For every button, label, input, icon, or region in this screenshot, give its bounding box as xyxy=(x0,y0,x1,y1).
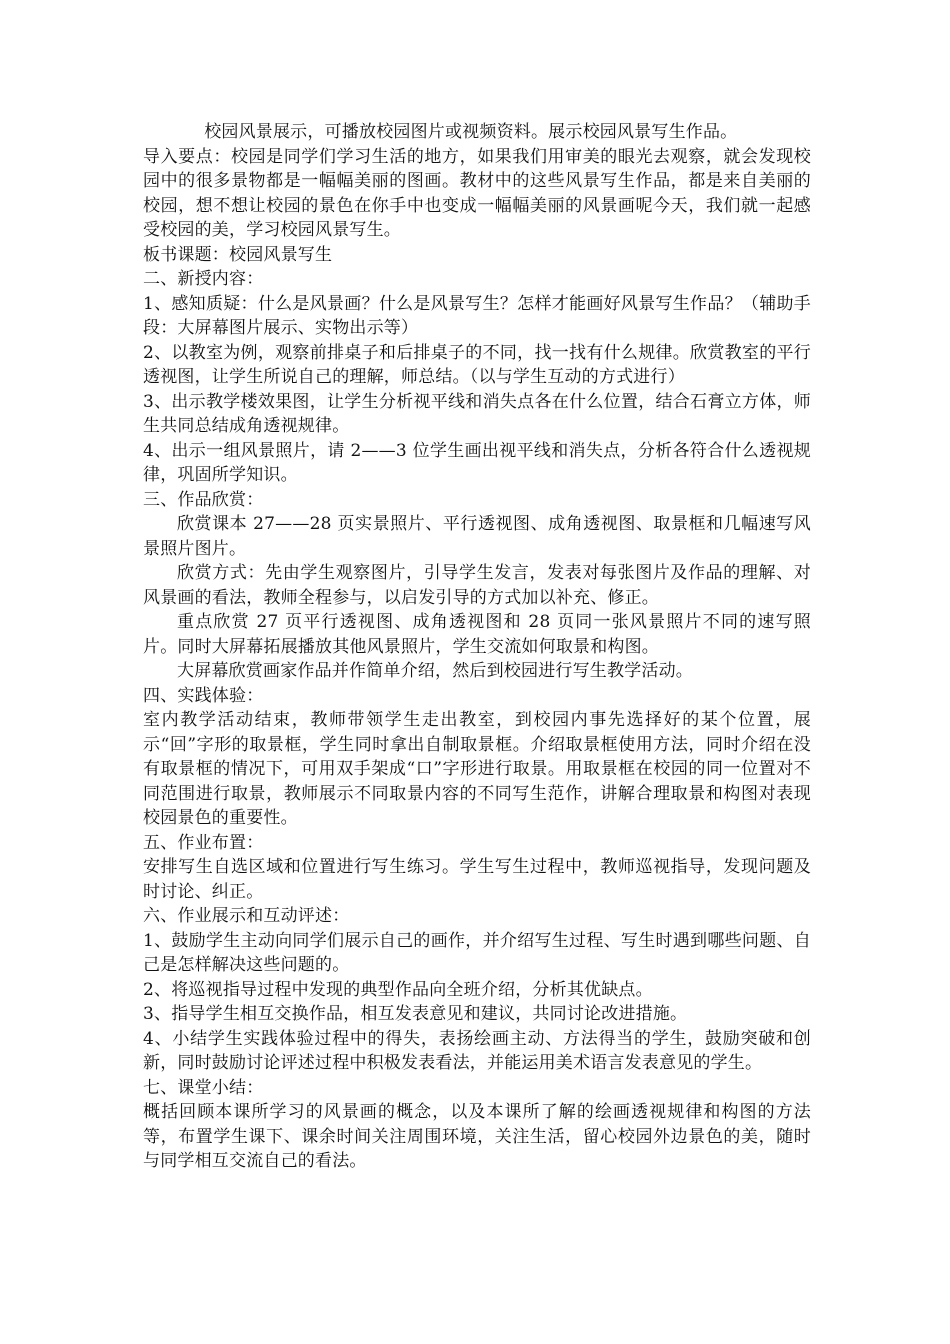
paragraph-practice: 室内教学活动结束，教师带领学生走出教室，到校园内事先选择好的某个位置，展示“回”字形的取景框，学生同时拿出自制取景框。介绍取景框使用方法，同时介绍在没有取景框的情况下，可用双手架成“口”字形进行取景。用取景框在校园的同一位置对不同范围进行取景，教师展示不同取景内容的不同写生范作，讲解合理取景和构图对表现校园景色的重要性。 xyxy=(143,710,811,828)
section-heading-summary: 七、课堂小结： xyxy=(143,1077,264,1098)
section-heading-new-content: 二、新授内容： xyxy=(143,269,264,289)
paragraph-board-title: 板书课题：校园风景写生 xyxy=(143,244,333,265)
paragraph-homework: 安排写生自选区域和位置进行写生练习。学生写生过程中，教师巡视指导，发现问题及时讨论、纠正。 xyxy=(143,857,811,902)
section-heading-showcase: 六、作业展示和互动评述： xyxy=(143,906,350,926)
paragraph-new-content-3: 3、出示教学楼效果图，让学生分析视平线和消失点各在什么位置，结合石膏立方体，师生共同总结成角透视规律。 xyxy=(143,391,811,436)
paragraph-intro-display: 校园风景展示，可播放校园图片或视频资料。展示校园风景写生作品。 xyxy=(204,122,738,142)
paragraph-new-content-2: 2、以教室为例，观察前排桌子和后排桌子的不同，找一找有什么规律。欣赏教室的平行透视图，让学生所说自己的理解，师总结。（以与学生互动的方式进行） xyxy=(143,342,811,387)
paragraph-appreciation-2: 欣赏方式：先由学生观察图片，引导学生发言，发表对每张图片及作品的理解、对风景画的看法，教师全程参与，以启发引导的方式加以补充、修正。 xyxy=(143,563,811,608)
paragraph-showcase-4: 4、小结学生实践体验过程中的得失，表扬绘画主动、方法得当的学生，鼓励突破和创新，同时鼓励讨论评述过程中积极发表看法，并能运用美术语言发表意见的学生。 xyxy=(143,1028,811,1073)
section-heading-appreciation: 三、作品欣赏： xyxy=(143,489,264,510)
paragraph-lead-in: 导入要点：校园是同学们学习生活的地方，如果我们用审美的眼光去观察，就会发现校园中的很多景物都是一幅幅美丽的图画。教材中的这些风景写生作品，都是来自美丽的校园，想不想让校园的景色在你手中也变成一幅幅美丽的风景画呢今天，我们就一起感受校园的美，学习校园风景写生。 xyxy=(143,146,811,240)
paragraph-showcase-2: 2、将巡视指导过程中发现的典型作品向全班介绍，分析其优缺点。 xyxy=(143,979,653,1000)
section-heading-homework: 五、作业布置： xyxy=(143,832,264,853)
paragraph-summary: 概括回顾本课所学习的风景画的概念，以及本课所了解的绘画透视规律和构图的方法等，布置学生课下、课余时间关注周围环境，关注生活，留心校园外边景色的美，随时与同学相互交流自己的看法。 xyxy=(143,1102,811,1171)
paragraph-new-content-1: 1、感知质疑：什么是风景画？什么是风景写生？怎样才能画好风景写生作品？（辅助手段：大屏幕图片展示、实物出示等） xyxy=(143,293,811,338)
paragraph-showcase-3: 3、指导学生相互交换作品，相互发表意见和建议，共同讨论改进措施。 xyxy=(143,1004,688,1024)
section-heading-practice: 四、实践体验： xyxy=(143,685,264,706)
paragraph-appreciation-1: 欣赏课本 27——28 页实景照片、平行透视图、成角透视图、取景框和几幅速写风景照片图片。 xyxy=(143,514,811,559)
paragraph-new-content-4: 4、出示一组风景照片，请 2——3 位学生画出视平线和消失点，分析各符合什么透视规律，巩固所学知识。 xyxy=(143,440,811,485)
paragraph-appreciation-3: 重点欣赏 27 页平行透视图、成角透视图和 28 页同一张风景照片不同的速写照片。同时大屏幕拓展播放其他风景照片，学生交流如何取景和构图。 xyxy=(143,612,811,657)
paragraph-appreciation-4: 大屏幕欣赏画家作品并作简单介绍，然后到校园进行写生教学活动。 xyxy=(177,661,693,681)
paragraph-showcase-1: 1、鼓励学生主动向同学们展示自己的画作，并介绍写生过程、写生时遇到哪些问题、自己是怎样解决这些问题的。 xyxy=(143,930,811,975)
document-page xyxy=(143,120,811,1174)
